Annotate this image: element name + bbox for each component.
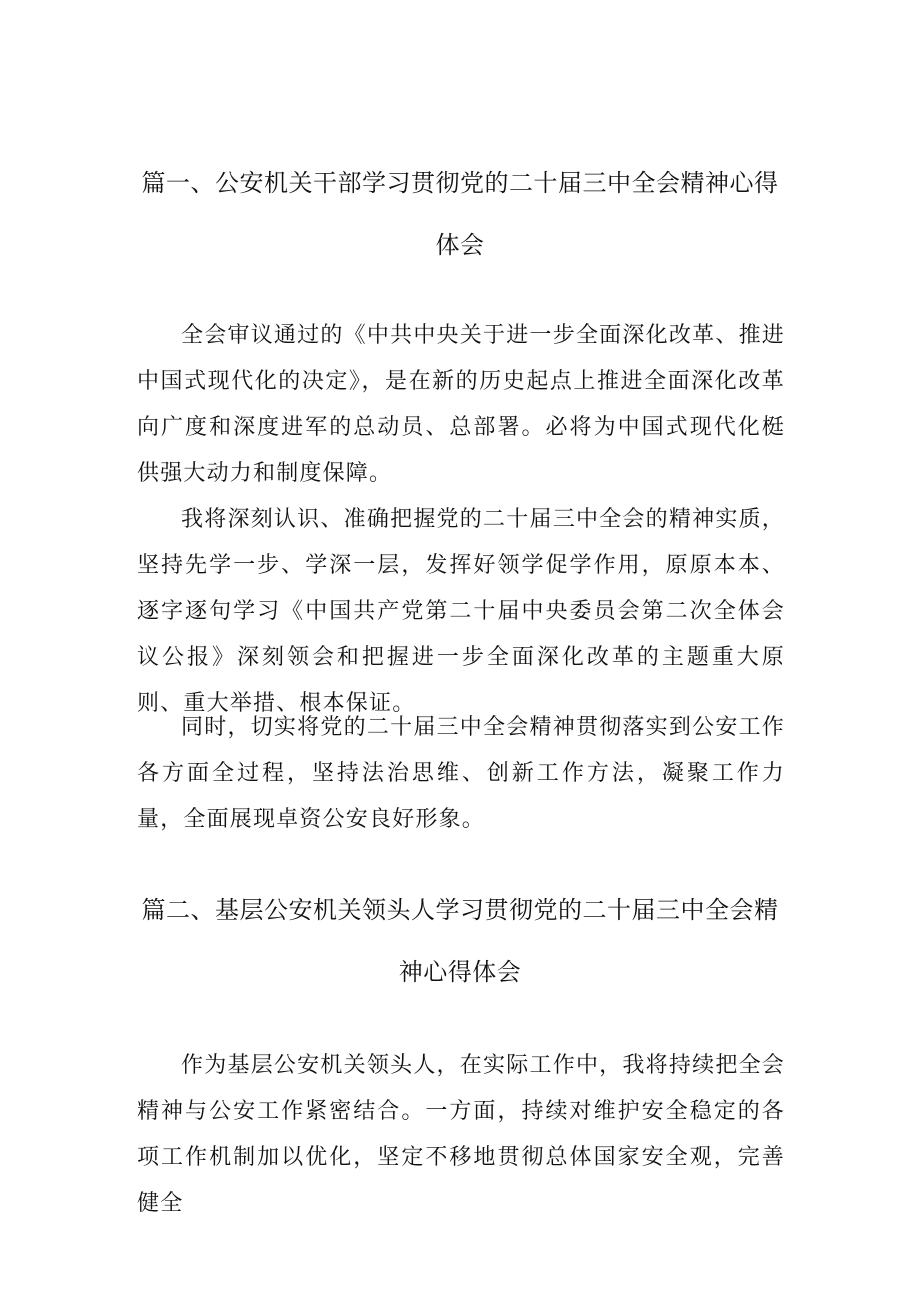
section-1-paragraph-1: 全会审议通过的《中共中央关于进一步全面深化改革、推进中国式现代化的决定》，是在新的历史起点上推进全面深化改革向广度和深度进军的总动员、总部署。必将为中国式现代化梃供强大动力和制度保障。 — [137, 323, 785, 486]
section-2-heading: 篇二、基层公安机关领头人学习贯彻党的二十届三中全会精神心得体会 — [141, 896, 779, 986]
section-1-paragraph-3: 同时，切实将党的二十届三中全会精神贯彻落实到公安工作各方面全过程，坚持法治思维、创新工作方法，凝聚工作力量，全面展现卓资公安良好形象。 — [137, 715, 785, 832]
section-2-paragraph-1: 作为基层公安机关领头人，在实际工作中，我将持续把全会精神与公安工作紧密结合。一方面，持续对维护安全稳定的各项工作机制加以优化，坚定不移地贯彻总体国家安全观，完善健全 — [137, 1053, 785, 1216]
section-1-heading: 篇一、公安机关干部学习贯彻党的二十届三中全会精神心得体会 — [141, 169, 779, 259]
section-1-paragraph-2: 我将深刻认识、准确把握党的二十届三中全会的精神实质，坚持先学一步、学深一层，发挥好领学促学作用，原原本本、逐字逐句学习《中国共产党第二十届中央委员会第二次全体会议公报》深刻领会和把握进一步全面深化改革的主题重大原则、重大举措、根本保证。 — [137, 507, 785, 716]
